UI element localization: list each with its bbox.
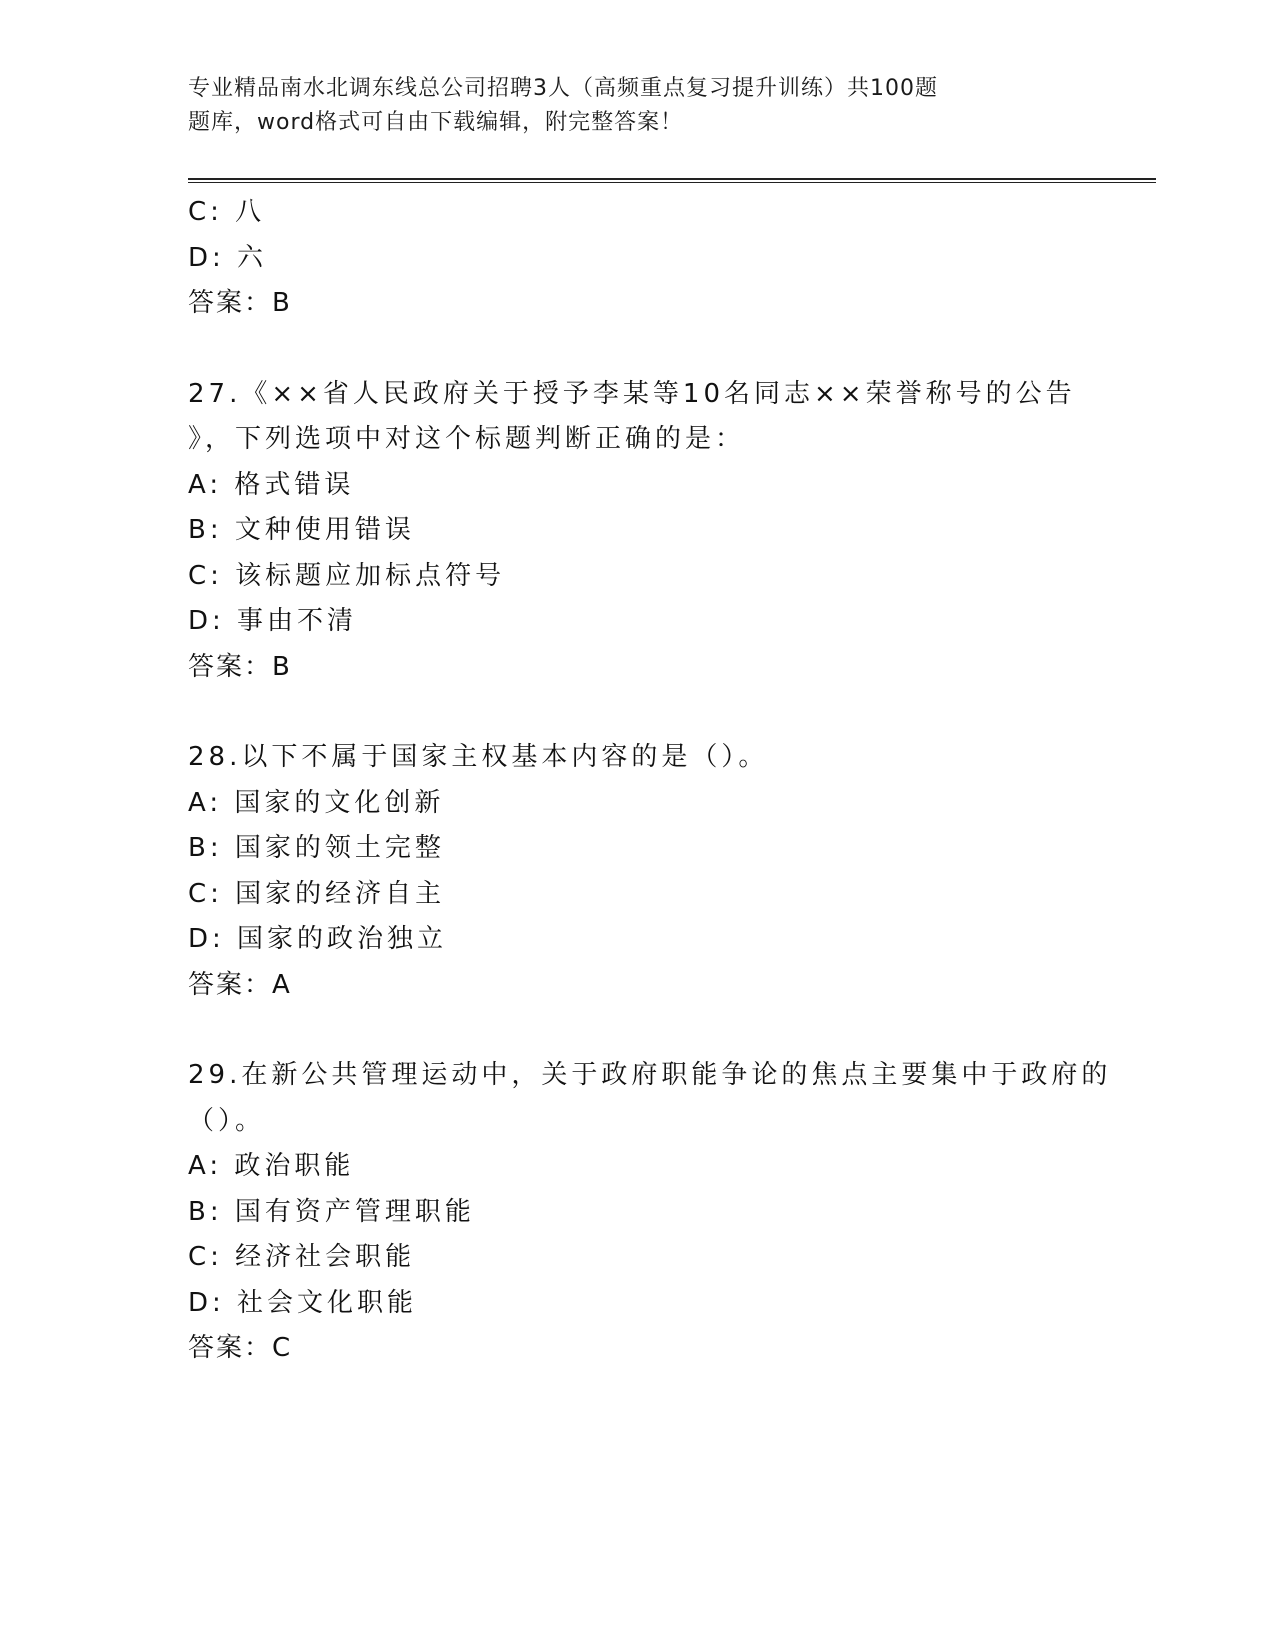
question-text-line-1: 28.以下不属于国家主权基本内容的是（）。 [188,742,769,772]
document-body [188,190,1112,1372]
question-text-line-1: 27.《××省人民政府关于授予李某等10名同志××荣誉称号的公告 [188,378,1076,409]
question-26 [188,190,1088,327]
answer-line: 答案：A [188,969,292,1000]
answer-line: 答案：C [188,1333,293,1363]
option-b: B: 国有资产管理职能 [188,1196,475,1227]
header-divider [188,178,1156,183]
option-d: D: 六 [188,242,268,273]
option-a: A: 政治职能 [188,1151,355,1181]
option-a: A: 格式错误 [188,469,355,500]
option-b: B: 国家的领土完整 [188,833,445,863]
spacer [188,327,1088,372]
option-c: C: 八 [188,197,266,227]
question-28 [188,735,1088,1008]
question-27 [188,372,1088,691]
spacer [188,690,1088,735]
option-c: C: 该标题应加标点符号 [188,560,506,591]
answer-line: 答案：B [188,651,292,682]
answer-line: 答案：B [188,288,292,318]
option-d: D: 社会文化职能 [188,1287,418,1318]
option-d: D: 事由不清 [188,606,358,636]
header-title-line-1: 专业精品南水北调东线总公司招聘3人（高频重点复习提升训练）共100题 [188,76,938,101]
option-c: C: 国家的经济自主 [188,878,446,909]
option-b: B: 文种使用错误 [188,515,415,545]
document-header [188,72,1028,140]
header-title-line-2: 题库，word格式可自由下载编辑，附完整答案！ [188,110,684,135]
option-d: D: 国家的政治独立 [188,924,448,954]
question-29 [188,1053,1112,1372]
question-text-line-2: （）。 [188,1105,266,1136]
question-text-line-1: 29.在新公共管理运动中，关于政府职能争论的焦点主要集中于政府的 [188,1060,1112,1090]
option-a: A: 国家的文化创新 [188,787,445,818]
option-c: C: 经济社会职能 [188,1242,416,1272]
question-text-line-2: 》，下列选项中对这个标题判断正确的是： [188,424,746,454]
spacer [188,1008,1088,1053]
